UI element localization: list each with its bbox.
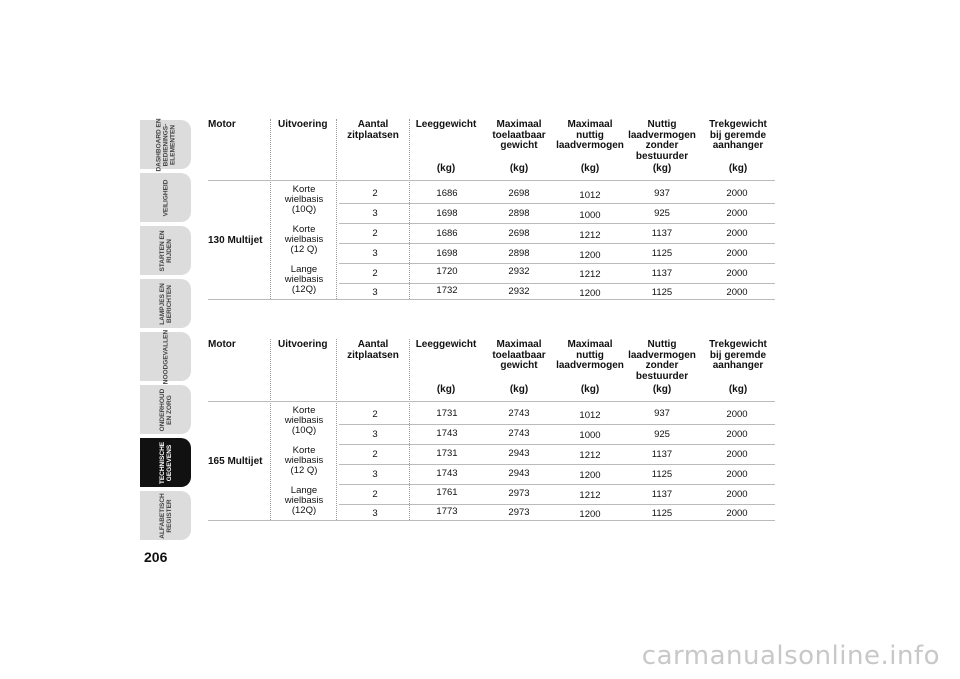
cell-zitplaatsen: 3 <box>372 208 378 219</box>
cell-trek: 2000 <box>726 409 748 420</box>
cell-nuttig: 1200 <box>579 288 601 299</box>
cell-zonder: 1125 <box>651 287 673 298</box>
motor-name: 130 Multijet <box>208 235 263 246</box>
motor-name: 165 Multijet <box>208 456 263 467</box>
cell-toelaatbaar: 2932 <box>508 286 530 297</box>
cell-zonder: 1137 <box>651 449 673 460</box>
cell-trek: 2000 <box>726 208 748 219</box>
uitvoering: Korte wielbasis (12 Q) <box>284 445 324 476</box>
tab-label: STARTEN EN RIJDEN <box>158 229 173 272</box>
cell-leeggewicht: 1743 <box>436 428 458 439</box>
header-zonder: Nuttig laadvermogen zonder bestuurder <box>628 339 696 382</box>
cell-toelaatbaar: 2898 <box>508 208 530 219</box>
cell-leeggewicht: 1773 <box>436 506 458 517</box>
cell-zitplaatsen: 3 <box>372 429 378 440</box>
cell-zitplaatsen: 2 <box>372 188 378 199</box>
cell-leeggewicht: 1720 <box>436 266 458 277</box>
cell-toelaatbaar: 2743 <box>508 428 530 439</box>
uitvoering: Korte wielbasis (10Q) <box>284 184 324 215</box>
cell-trek: 2000 <box>726 268 748 279</box>
cell-trek: 2000 <box>726 449 748 460</box>
cell-zonder: 1125 <box>651 469 673 480</box>
header-motor: Motor <box>208 339 236 350</box>
cell-leeggewicht: 1731 <box>436 408 458 419</box>
cell-trek: 2000 <box>726 469 748 480</box>
cell-trek: 2000 <box>726 489 748 500</box>
cell-leeggewicht: 1732 <box>436 285 458 296</box>
header-trek: Trekgewicht bij geremde aanhanger <box>709 119 767 151</box>
cell-leeggewicht: 1761 <box>436 487 458 498</box>
cell-nuttig: 1212 <box>579 269 601 280</box>
cell-nuttig: 1212 <box>579 230 601 241</box>
cell-zitplaatsen: 2 <box>372 268 378 279</box>
header-nuttig: Maximaal nuttig laadvermogen <box>556 119 624 151</box>
tab-veiligheid[interactable] <box>140 173 191 222</box>
cell-toelaatbaar: 2698 <box>508 188 530 199</box>
cell-nuttig: 1012 <box>579 410 601 421</box>
tab-label: LAMPJES EN BERICHTEN <box>158 282 173 325</box>
watermark: carmanualsonline.info <box>641 641 940 671</box>
cell-zitplaatsen: 3 <box>372 248 378 259</box>
header-toelaatbaar-unit: (kg) <box>509 384 529 395</box>
cell-zonder: 1125 <box>651 508 673 519</box>
header-zonder-unit: (kg) <box>652 163 672 174</box>
cell-toelaatbaar: 2743 <box>508 408 530 419</box>
cell-toelaatbaar: 2898 <box>508 248 530 259</box>
page-number: 206 <box>144 549 168 565</box>
cell-nuttig: 1212 <box>579 490 601 501</box>
cell-zonder: 925 <box>654 429 670 440</box>
uitvoering: Korte wielbasis (10Q) <box>284 405 324 436</box>
cell-leeggewicht: 1686 <box>436 228 458 239</box>
header-leeggewicht: Leeggewicht <box>415 119 477 130</box>
header-leeggewicht-unit: (kg) <box>436 384 456 395</box>
cell-zitplaatsen: 3 <box>372 508 378 519</box>
cell-trek: 2000 <box>726 188 748 199</box>
header-zonder-unit: (kg) <box>652 384 672 395</box>
cell-nuttig: 1200 <box>579 470 601 481</box>
tab-label: VEILIGHEID <box>162 179 169 216</box>
header-uitvoering: Uitvoering <box>278 339 328 350</box>
cell-zonder: 1137 <box>651 268 673 279</box>
cell-zitplaatsen: 2 <box>372 228 378 239</box>
cell-leeggewicht: 1698 <box>436 248 458 259</box>
cell-toelaatbaar: 2943 <box>508 468 530 479</box>
cell-zonder: 1125 <box>651 248 673 259</box>
cell-nuttig: 1000 <box>579 210 601 221</box>
tab-label: DASHBOARD EN BEDIENINGS- ELEMENTEN <box>155 117 176 172</box>
cell-zitplaatsen: 3 <box>372 287 378 298</box>
cell-zitplaatsen: 3 <box>372 469 378 480</box>
cell-toelaatbaar: 2943 <box>508 448 530 459</box>
uitvoering: Korte wielbasis (12 Q) <box>284 224 324 255</box>
header-toelaatbaar: Maximaal toelaatbaar gewicht <box>492 339 546 371</box>
header-leeggewicht-unit: (kg) <box>436 163 456 174</box>
header-uitvoering: Uitvoering <box>278 119 328 130</box>
cell-leeggewicht: 1743 <box>436 468 458 479</box>
cell-zonder: 925 <box>654 208 670 219</box>
tab-label: ALFABETISCH REGISTER <box>158 492 173 539</box>
header-zonder: Nuttig laadvermogen zonder bestuurder <box>628 119 696 162</box>
cell-toelaatbaar: 2932 <box>508 266 530 277</box>
cell-toelaatbaar: 2698 <box>508 228 530 239</box>
cell-nuttig: 1012 <box>579 190 601 201</box>
tab-label: NOODGEVALLEN <box>162 329 169 384</box>
cell-zitplaatsen: 2 <box>372 409 378 420</box>
uitvoering: Lange wielbasis (12Q) <box>284 485 324 516</box>
cell-trek: 2000 <box>726 228 748 239</box>
cell-zitplaatsen: 2 <box>372 449 378 460</box>
cell-zonder: 1137 <box>651 228 673 239</box>
header-leeggewicht: Leeggewicht <box>415 339 477 350</box>
tab-technische-gegevens[interactable] <box>140 438 191 487</box>
cell-leeggewicht: 1686 <box>436 188 458 199</box>
cell-nuttig: 1212 <box>579 450 601 461</box>
tab-register[interactable] <box>140 491 191 540</box>
cell-zonder: 937 <box>654 188 670 199</box>
header-trek-unit: (kg) <box>728 163 748 174</box>
header-trek-unit: (kg) <box>728 384 748 395</box>
tab-label: TECHNISCHE GEGEVENS <box>158 441 173 484</box>
tab-noodgevallen[interactable] <box>140 329 191 384</box>
tab-label: ONDERHOUD EN ZORG <box>158 388 173 431</box>
cell-leeggewicht: 1731 <box>436 448 458 459</box>
header-toelaatbaar: Maximaal toelaatbaar gewicht <box>492 119 546 151</box>
header-nuttig-unit: (kg) <box>580 384 600 395</box>
tab-lampjes[interactable] <box>140 279 191 328</box>
cell-leeggewicht: 1698 <box>436 208 458 219</box>
cell-nuttig: 1200 <box>579 250 601 261</box>
cell-toelaatbaar: 2973 <box>508 507 530 518</box>
cell-nuttig: 1200 <box>579 509 601 520</box>
cell-trek: 2000 <box>726 287 748 298</box>
header-nuttig-unit: (kg) <box>580 163 600 174</box>
header-zitplaatsen: Aantal zitplaatsen <box>347 119 399 141</box>
uitvoering: Lange wielbasis (12Q) <box>284 264 324 295</box>
tab-onderhoud[interactable] <box>140 385 191 434</box>
tab-starten[interactable] <box>140 226 191 275</box>
tab-dashboard[interactable] <box>140 117 191 172</box>
header-trek: Trekgewicht bij geremde aanhanger <box>709 339 767 371</box>
cell-zitplaatsen: 2 <box>372 489 378 500</box>
cell-trek: 2000 <box>726 429 748 440</box>
header-zitplaatsen: Aantal zitplaatsen <box>347 339 399 361</box>
cell-toelaatbaar: 2973 <box>508 488 530 499</box>
cell-zonder: 937 <box>654 408 670 419</box>
cell-trek: 2000 <box>726 508 748 519</box>
cell-zonder: 1137 <box>651 489 673 500</box>
header-toelaatbaar-unit: (kg) <box>509 163 529 174</box>
header-nuttig: Maximaal nuttig laadvermogen <box>556 339 624 371</box>
cell-trek: 2000 <box>726 248 748 259</box>
header-motor: Motor <box>208 119 236 130</box>
cell-nuttig: 1000 <box>579 430 601 441</box>
